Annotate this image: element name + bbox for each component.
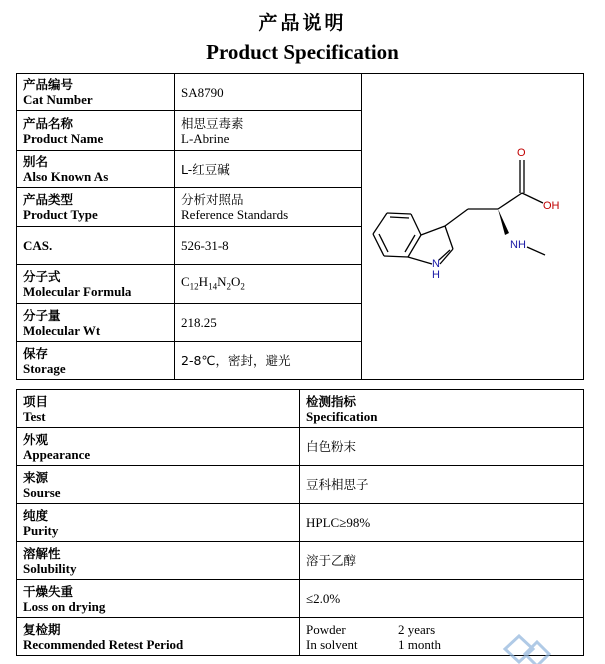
value-line: 豆科相思子 (306, 477, 369, 492)
value-line: ≤2.0% (306, 591, 341, 606)
retest-condition: In solvent (306, 636, 358, 652)
atom-O-label: O (517, 147, 526, 159)
page-title-en: Product Specification (206, 40, 399, 64)
molecular-formula-value: $C_{12}H_{14}N_2O_2$ (181, 273, 245, 292)
value-line: L-Abrine (181, 130, 230, 146)
info-value (175, 151, 362, 188)
spec-label (17, 504, 300, 542)
spec-row-purity (17, 504, 584, 542)
label-cn: 复检期 (23, 621, 61, 637)
atom-H-ring-label: H (432, 269, 440, 281)
info-label (17, 226, 175, 265)
label-cn: 干燥失重 (23, 583, 74, 599)
info-value (175, 74, 362, 111)
retest-duration: 1 month (398, 636, 441, 652)
label-en: Appearance (23, 446, 91, 462)
info-value (175, 303, 362, 342)
structure-cell (362, 74, 584, 380)
label-cn: 外观 (23, 431, 49, 447)
label-cn: 项目 (23, 393, 49, 409)
watermark-logo-icon (499, 634, 559, 664)
value-line: HPLC≥98% (306, 515, 371, 530)
info-label (17, 74, 175, 111)
label-en: Recommended Retest Period (23, 636, 184, 652)
value-line: 白色粉末 (306, 439, 357, 454)
label-en: Sourse (23, 484, 61, 500)
specification-table (16, 389, 584, 656)
label-en: Specification (306, 408, 378, 424)
label-cn: 产品类型 (23, 192, 74, 208)
info-label (17, 111, 175, 151)
spec-row-appearance (17, 428, 584, 466)
info-value (175, 226, 362, 265)
info-label (17, 265, 175, 304)
page-title-cn: 产品说明 (258, 12, 347, 34)
value-line: Reference Standards (181, 207, 289, 223)
label-en: Purity (23, 522, 59, 538)
value-line: 2-8℃，密封，避光 (181, 353, 291, 369)
spec-value (300, 466, 584, 504)
spec-label (17, 428, 300, 466)
info-label (17, 303, 175, 342)
label-cn: 分子式 (23, 269, 61, 285)
spec-label (17, 466, 300, 504)
label-en: Product Name (23, 130, 104, 146)
spec-value (300, 542, 584, 580)
spec-row-source (17, 466, 584, 504)
spec-header-row (17, 390, 584, 428)
label-en: Storage (23, 360, 66, 376)
spec-label (17, 618, 300, 656)
label-en: CAS. (23, 238, 53, 254)
spec-row-solubility (17, 542, 584, 580)
value-line: 218.25 (181, 315, 217, 331)
value-line: 526-31-8 (181, 238, 229, 254)
label-cn: 产品编号 (23, 77, 74, 93)
label-en: Loss on drying (23, 598, 106, 614)
info-value (175, 111, 362, 151)
info-value (175, 342, 362, 380)
spec-value (300, 428, 584, 466)
label-cn: 纯度 (23, 507, 49, 523)
label-en: Molecular Formula (23, 284, 132, 300)
spec-value (300, 580, 584, 618)
label-cn: 溶解性 (23, 545, 61, 561)
value-line: 分析对照品 (181, 192, 244, 208)
label-cn: 分子量 (23, 307, 61, 323)
label-en: Product Type (23, 207, 98, 223)
spec-value (300, 504, 584, 542)
spec-label (17, 580, 300, 618)
spec-label (17, 542, 300, 580)
product-info-table (16, 73, 584, 380)
label-cn: 来源 (23, 469, 49, 485)
info-row-cat-number (17, 74, 584, 111)
label-cn: 检测指标 (306, 393, 357, 409)
value-line: 溶于乙醇 (306, 553, 357, 568)
retest-condition: Powder (306, 621, 346, 637)
info-label (17, 151, 175, 188)
label-en: Also Known As (23, 169, 109, 185)
label-cn: 产品名称 (23, 115, 74, 131)
chemical-structure-image (362, 74, 584, 376)
info-label (17, 342, 175, 380)
label-en: Solubility (23, 560, 77, 576)
spec-header-test (17, 390, 300, 428)
info-value (175, 265, 362, 304)
atom-N-ring-label: N (432, 258, 440, 270)
retest-duration: 2 years (398, 621, 436, 637)
info-value (175, 188, 362, 227)
info-label (17, 188, 175, 227)
spec-row-loss-on-drying (17, 580, 584, 618)
spec-header-specification (300, 390, 584, 428)
label-cn: 保存 (23, 345, 49, 361)
value-line: 相思豆毒素 (181, 115, 244, 131)
atom-OH-label: OH (543, 200, 560, 212)
label-en: Molecular Wt (23, 322, 101, 338)
label-en: Cat Number (23, 92, 93, 108)
label-en: Test (23, 408, 46, 424)
value-line: L-红豆碱 (181, 161, 230, 177)
value-line: SA8790 (181, 84, 224, 100)
label-cn: 别名 (23, 154, 49, 170)
atom-NH-label: NH (510, 239, 526, 251)
